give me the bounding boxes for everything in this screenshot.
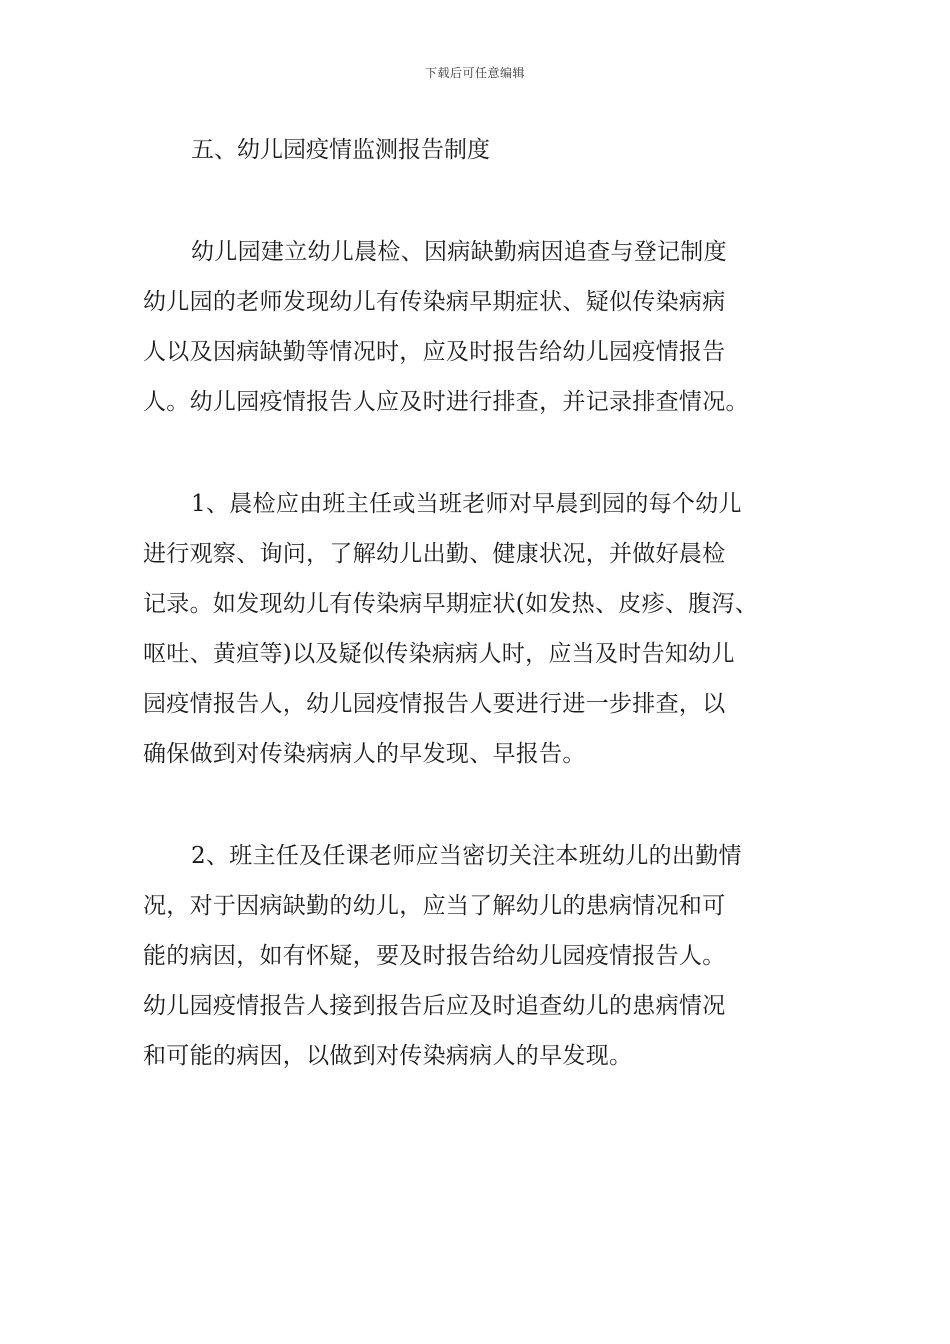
paragraph-1: [143, 227, 815, 427]
paragraph-line: 进行观察、询问，了解幼儿出勤、健康状况，并做好晨检: [143, 541, 726, 567]
header-note: 下载后可任意编辑: [424, 66, 525, 80]
paragraph-line: 1、晨检应由班主任或当班老师对早晨到园的每个幼儿: [191, 491, 742, 517]
document-body: [143, 125, 815, 1081]
paragraph-line: 园疫情报告人，幼儿园疫情报告人要进行进一步排查，以: [143, 691, 726, 717]
paragraph-line: 幼儿园疫情报告人接到报告后应及时追查幼儿的患病情况: [143, 993, 726, 1019]
paragraph-line: 呕吐、黄疸等)以及疑似传染病病人时，应当及时告知幼儿: [143, 641, 735, 667]
spacer: [143, 779, 815, 831]
paragraph-line: 确保做到对传染病病人的早发现、早报告。: [143, 741, 586, 767]
paragraph-line: 2、班主任及任课老师应当密切关注本班幼儿的出勤情: [191, 843, 742, 869]
paragraph-line: 幼儿园的老师发现幼儿有传染病早期症状、疑似传染病病: [143, 289, 726, 315]
paragraph-line: 幼儿园建立幼儿晨检、因病缺勤病因追查与登记制度: [191, 239, 727, 265]
spacer: [143, 427, 815, 479]
paragraph-line: 能的病因，如有怀疑，要及时报告给幼儿园疫情报告人。: [143, 943, 726, 969]
paragraph-2: [143, 479, 815, 779]
paragraph-line: 人。幼儿园疫情报告人应及时进行排查，并记录排查情况。: [143, 389, 749, 415]
paragraph-line: 记录。如发现幼儿有传染病早期症状(如发热、皮疹、腹泻、: [143, 591, 759, 617]
paragraph-line: 和可能的病因，以做到对传染病病人的早发现。: [143, 1043, 633, 1069]
section-heading: 五、幼儿园疫情监测报告制度: [191, 137, 490, 163]
paragraph-3: [143, 831, 815, 1081]
paragraph-line: 况，对于因病缺勤的幼儿，应当了解幼儿的患病情况和可: [143, 893, 726, 919]
paragraph-line: 人以及因病缺勤等情况时，应及时报告给幼儿园疫情报告: [143, 339, 726, 365]
spacer: [143, 175, 815, 227]
